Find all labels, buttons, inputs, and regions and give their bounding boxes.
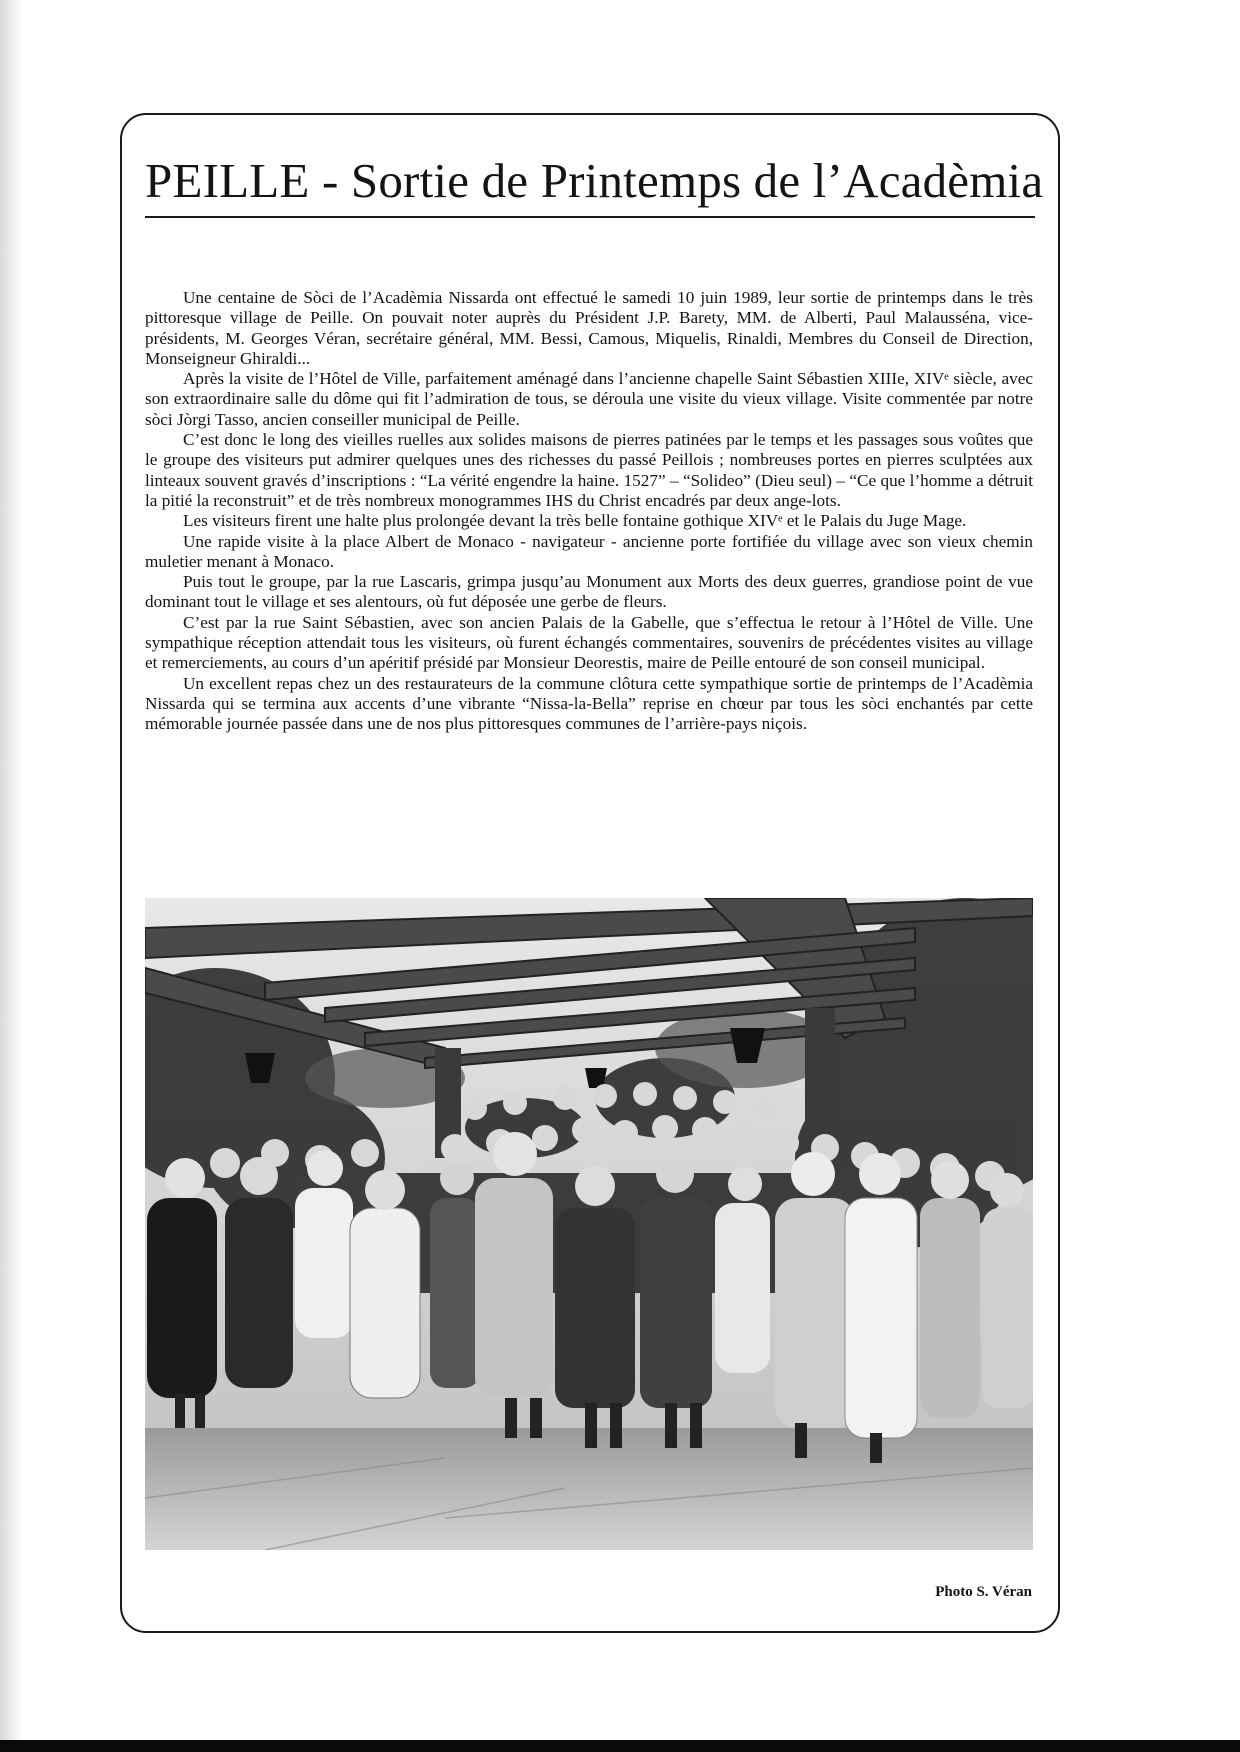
group-photo (145, 898, 1033, 1550)
paragraph: C’est donc le long des vieilles ruelles aux solides maisons de pierres patinées par le temps et les passages sous voûtes que le groupe des visiteurs put admirer quelques unes des richesses du passé Peillois ; nombreuses portes en pierres sculptées aux linteaux souvent gravés d’inscriptions : “La vérité engendre la haine. 1527” – “Solideo” (Dieu seul) – “Ce que l’homme a détruit la pitié la reconstruit” et de très nombreux monogrammes IHS du Christ encadrés par deux ange-lots. (145, 430, 1033, 510)
title-rule (145, 216, 1035, 218)
paragraph: Après la visite de l’Hôtel de Ville, parfaitement aménagé dans l’ancienne chapelle Saint Sébastien XIIIe, XIVᵉ siècle, avec son extraordinaire salle du dôme qui fit l’admiration de tous, se déroula une visite du vieux village. Visite commentée par notre sòci Jòrgi Tasso, ancien conseiller municipal de Peille. (145, 369, 1033, 429)
paragraph: Les visiteurs firent une halte plus prolongée devant la très belle fontaine gothique XIVᵉ et le Palais du Juge Mage. (183, 511, 967, 531)
paragraph: Puis tout le groupe, par la rue Lascaris, grimpa jusqu’au Monument aux Morts des deux guerres, grandiose point de vue dominant tout le village et ses alentours, où fut déposée une gerbe de fleurs. (145, 572, 1033, 612)
article-title: PEILLE - Sortie de Printemps de l’Acadèmia (145, 153, 1044, 208)
paragraph: Un excellent repas chez un des restaurateurs de la commune clôtura cette sympathique sortie de printemps de l’Acadèmia Nissarda qui se termina aux accents d’une vibrante “Nissa-la-Bella” reprise en chœur par tous les sòci enchantés par cette mémorable journée passée dans une de nos plus pittoresques communes de l’arrière-pays niçois. (145, 673, 1033, 734)
group-photo-image (145, 898, 1033, 1550)
article-body (145, 288, 1033, 735)
paragraph: C’est par la rue Saint Sébastien, avec son ancien Palais de la Gabelle, que s’effectua le retour à l’Hôtel de Ville. Une sympathique réception attendait tous les visiteurs, où furent échangés commentaires, souvenirs de précédentes visites au village et remerciements, au cours d’un apéritif présidé par Monsieur Deorestis, maire de Peille entouré de son conseil municipal. (145, 612, 1033, 673)
scan-bottom-edge (0, 1740, 1240, 1752)
paragraph: Une rapide visite à la place Albert de Monaco - navigateur - ancienne porte fortifiée du village avec son vieux chemin muletier menant à Monaco. (145, 531, 1033, 571)
page-binding-shadow (0, 0, 22, 1752)
paragraph: Une centaine de Sòci de l’Acadèmia Nissarda ont effectué le samedi 10 juin 1989, leur sortie de printemps dans le très pittoresque village de Peille. On pouvait noter auprès du Président J.P. Barety, MM. de Alberti, Paul Malausséna, vice-présidents, M. Georges Véran, secrétaire général, MM. Bessi, Camous, Miquelis, Rinaldi, Membres du Conseil de Direction, Monseigneur Ghiraldi... (145, 288, 1033, 368)
photo-credit: Photo S. Véran (935, 1584, 1032, 1600)
